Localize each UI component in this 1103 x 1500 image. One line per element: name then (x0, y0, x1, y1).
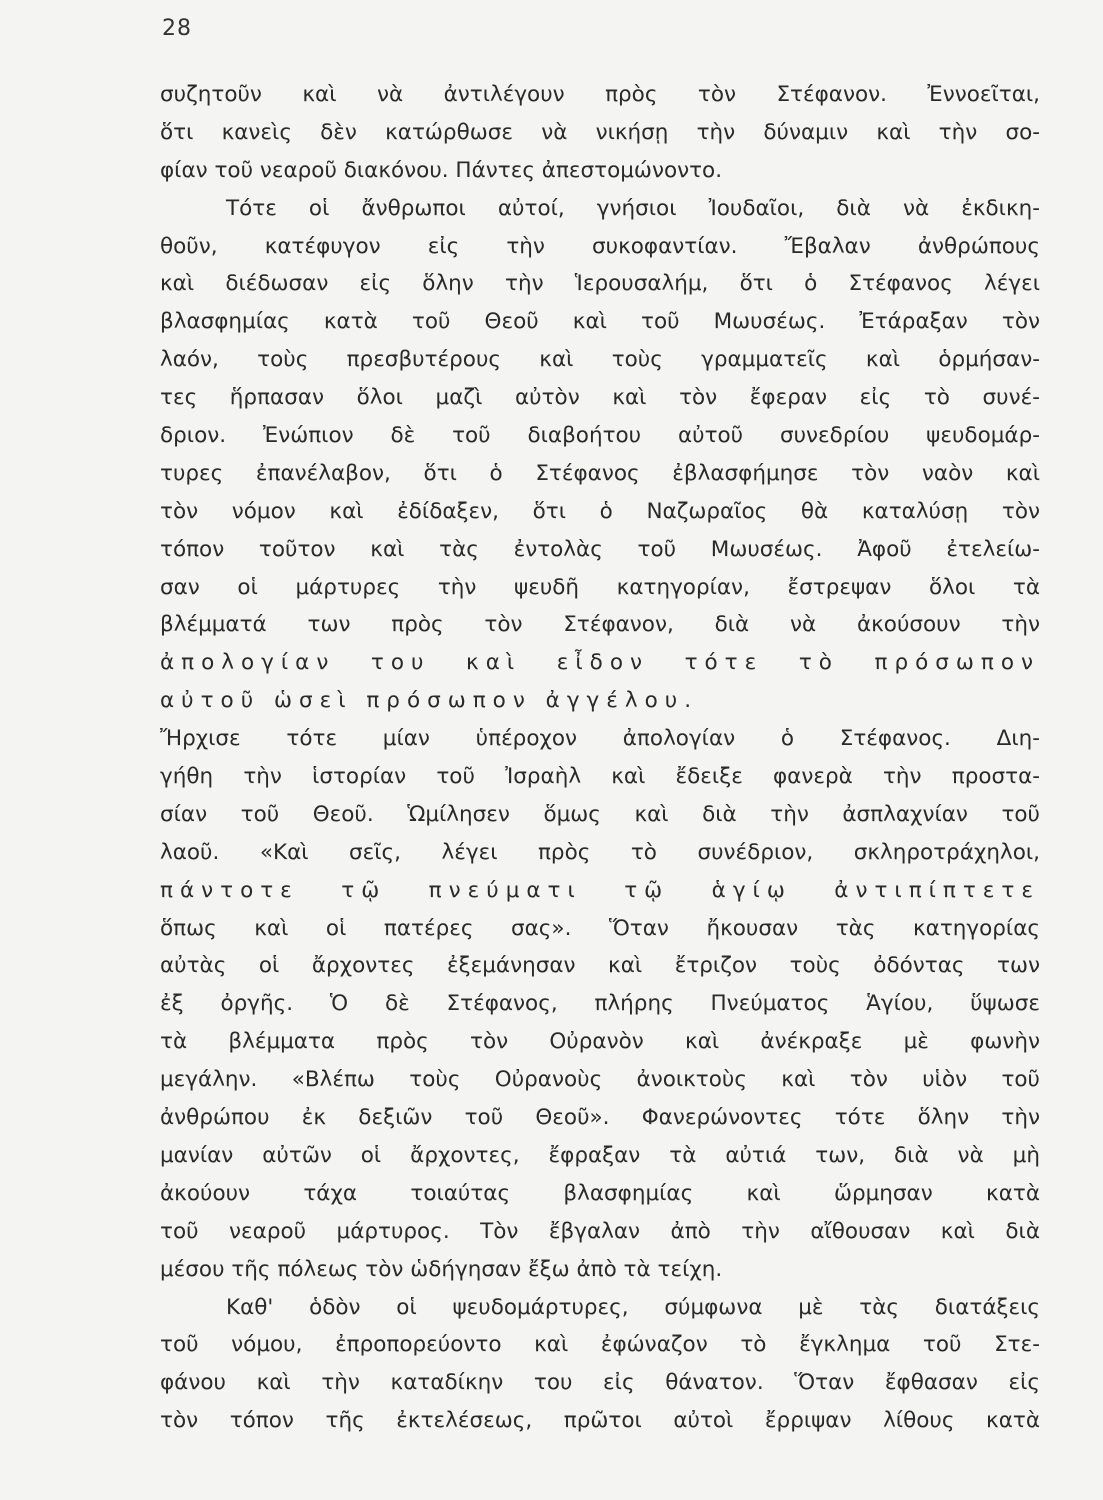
text-line: τες ἥρπασαν ὅλοι μαζὶ αὐτὸν καὶ τὸν ἔφεραν εἰς τὸ συνέ- (160, 385, 1040, 411)
text-line: λαοῦ. «Καὶ σεῖς, λέγει πρὸς τὸ συνέδριον, σκληροτράχηλοι, (160, 839, 1040, 865)
text-line: Ἤρχισε τότε μίαν ὑπέροχον ἀπολογίαν ὁ Στέφανος. Διη- (160, 726, 1040, 752)
text-line: ὅπως καὶ οἱ πατέρες σας». Ὅταν ἤκουσαν τὰς κατηγορίας (160, 915, 1040, 941)
text-line: γήθη τὴν ἱστορίαν τοῦ Ἰσραὴλ καὶ ἔδειξε φανερὰ τὴν προστα- (160, 764, 1040, 790)
text-line: φάνου καὶ τὴν καταδίκην του εἰς θάνατον. Ὅταν ἔφθασαν εἰς (160, 1370, 1040, 1396)
text-line: θοῦν, κατέφυγον εἰς τὴν συκοφαντίαν. Ἔβαλαν ἀνθρώπους (160, 233, 1040, 259)
text-line: ἀκούουν τάχα τοιαύτας βλασφημίας καὶ ὥρμησαν κατὰ (160, 1180, 1040, 1206)
text-line: μανίαν αὐτῶν οἱ ἄρχοντες, ἔφραξαν τὰ αὐτιά των, διὰ νὰ μὴ (160, 1142, 1040, 1168)
text-line: ὅτι κανεὶς δὲν κατώρθωσε νὰ νικήσῃ τὴν δύναμιν καὶ τὴν σο- (160, 119, 1040, 145)
text-line: συζητοῦν καὶ νὰ ἀντιλέγουν πρὸς τὸν Στέφανον. Ἐννοεῖται, (160, 82, 1040, 107)
text-line: δριον. Ἐνώπιον δὲ τοῦ διαβοήτου αὐτοῦ συνεδρίου ψευδομάρ- (160, 423, 1040, 449)
text-line: αὐτὰς οἱ ἄρχοντες ἐξεμάνησαν καὶ ἔτριζον τοὺς ὀδόντας των (160, 953, 1040, 979)
text-line: σίαν τοῦ Θεοῦ. Ὡμίλησεν ὅμως καὶ διὰ τὴν ἀσπλαχνίαν τοῦ (160, 801, 1040, 827)
text-line: τὰ βλέμματα πρὸς τὸν Οὐρανὸν καὶ ἀνέκραξε μὲ φωνὴν (160, 1029, 1040, 1055)
text-line: Τότε οἱ ἄνθρωποι αὐτοί, γνήσιοι Ἰουδαῖοι, διὰ νὰ ἐκδικη- (226, 195, 1040, 221)
text-line: τυρες ἐπανέλαβον, ὅτι ὁ Στέφανος ἐβλασφήμησε τὸν ναὸν καὶ (160, 460, 1040, 486)
text-line: τόπον τοῦτον καὶ τὰς ἐντολὰς τοῦ Μωυσέως. Ἀφοῦ ἐτελείω- (160, 536, 1040, 562)
text-line: καὶ διέδωσαν εἰς ὅλην τὴν Ἱερουσαλήμ, ὅτι ὁ Στέφανος λέγει (160, 271, 1040, 297)
text-line: φίαν τοῦ νεαροῦ διακόνου. Πάντες ἀπεστομώνοντο. (160, 157, 723, 183)
text-line: βλέμματά των πρὸς τὸν Στέφανον, διὰ νὰ ἀκούσουν τὴν (160, 612, 1040, 638)
text-line: ἐξ ὀργῆς. Ὁ δὲ Στέφανος, πλήρης Πνεύματος Ἁγίου, ὕψωσε (160, 991, 1040, 1017)
text-line: ἀνθρώπου ἐκ δεξιῶν τοῦ Θεοῦ». Φανερώνοντες τότε ὅλην τὴν (160, 1105, 1040, 1131)
text-line: λαόν, τοὺς πρεσβυτέρους καὶ τοὺς γραμματεῖς καὶ ὁρμήσαν- (160, 347, 1040, 373)
text-line: τὸν νόμον καὶ ἐδίδαξεν, ὅτι ὁ Ναζωραῖος θὰ καταλύσῃ τὸν (160, 498, 1040, 524)
text-line: αὐτοῦ ὡσεὶ πρόσωπον ἀγγέλου. (160, 688, 699, 714)
text-line: μεγάλην. «Βλέπω τοὺς Οὐρανοὺς ἀνοικτοὺς καὶ τὸν υἱὸν τοῦ (160, 1067, 1040, 1093)
text-line: σαν οἱ μάρτυρες τὴν ψευδῆ κατηγορίαν, ἔστρεψαν ὅλοι τὰ (160, 574, 1040, 600)
body-text (160, 76, 1040, 1440)
text-line: βλασφημίας κατὰ τοῦ Θεοῦ καὶ τοῦ Μωυσέως. Ἐτάραξαν τὸν (160, 309, 1040, 335)
text-line: Καθ' ὁδὸν οἱ ψευδομάρτυρες, σύμφωνα μὲ τὰς διατάξεις (226, 1294, 1040, 1320)
text-line: τοῦ νόμου, ἐπροπορεύοντο καὶ ἐφώναζον τὸ ἔγκλημα τοῦ Στε- (160, 1332, 1040, 1358)
text-line: ἀπολογίαν του καὶ εἶδον τότε τὸ πρόσωπον (160, 650, 1040, 676)
text-line: μέσου τῆς πόλεως τὸν ὡδήγησαν ἔξω ἀπὸ τὰ τείχη. (160, 1256, 723, 1282)
text-line: τὸν τόπον τῆς ἐκτελέσεως, πρῶτοι αὐτοὶ ἔρριψαν λίθους κατὰ (160, 1408, 1040, 1434)
page-number: 28 (162, 16, 192, 41)
text-line: πάντοτε τῷ πνεύματι τῷ ἁγίῳ ἀντιπίπτετε (160, 877, 1040, 903)
text-line: τοῦ νεαροῦ μάρτυρος. Τὸν ἔβγαλαν ἀπὸ τὴν αἴθουσαν καὶ διὰ (160, 1218, 1040, 1244)
